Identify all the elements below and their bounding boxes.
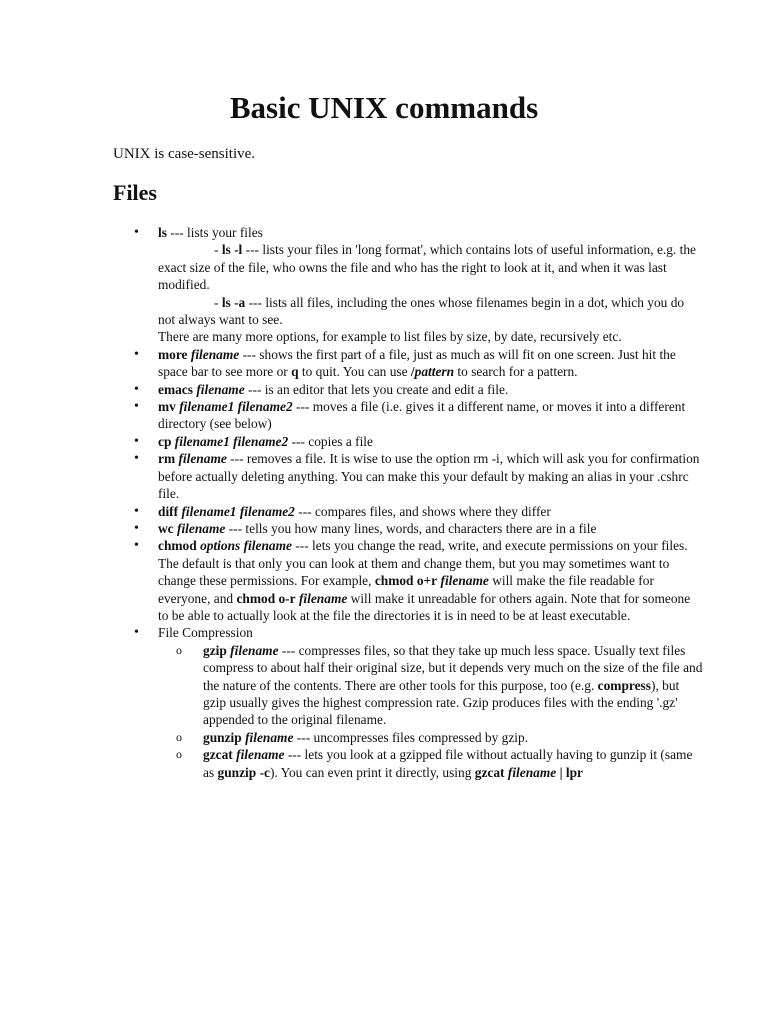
command-description: --- compares files, and shows where they differ: [294, 503, 551, 519]
example-argument: filename: [298, 590, 348, 606]
command-description: --- lists your files: [166, 225, 263, 240]
command-name: ls -l: [221, 242, 243, 258]
list-item-gunzip: [203, 729, 703, 746]
list-item-rm: [158, 450, 703, 502]
list-item-cp: [158, 433, 703, 450]
command-description: --- lists all files, including the ones whose filenames begin in a dot, which you do not always want to see.: [158, 294, 685, 328]
compression-command-list: [158, 642, 703, 781]
command-argument: filename: [176, 520, 226, 536]
command-name: gzip: [203, 642, 227, 658]
pattern-argument: pattern: [414, 364, 455, 380]
command-description: --- lets you look at a gzipped file without actually having to gunzip it (same as: [203, 747, 693, 780]
command-description: --- lists your files in 'long format', which contains lots of useful information, e.g. the exact size of the file, who owns the file and who has the right to look at it, and when it was last modified.: [158, 242, 696, 293]
list-item-ls: [158, 224, 703, 346]
command-argument: options filename: [200, 538, 292, 554]
list-item-more: • more filename --- shows the first part of a file, just as much as will fit on one screen. Just hit the space bar to see more or q to quit. You can use /pattern to search for a pattern.: [158, 346, 703, 381]
command-argument: filename: [178, 451, 227, 467]
list-item-mv: [158, 398, 703, 433]
section-heading-files: Files: [113, 180, 157, 205]
command-description: --- tells you how many lines, words, and characters there are in a file: [225, 520, 597, 536]
example-command: chmod o-r: [236, 590, 296, 606]
list-item-wc: [158, 520, 703, 537]
command-name: mv: [158, 399, 176, 415]
command-name: gzcat: [203, 747, 233, 763]
command-description: --- lets you change the read, write, and execute permissions on your files. The default is that only you can look at them and change them, but you may sometimes want to change these permissions. For example,: [158, 538, 688, 589]
intro-text: UNIX is case-sensitive.: [113, 146, 256, 162]
command-name: rm: [158, 451, 176, 467]
print-argument: filename: [507, 764, 557, 780]
compress-tool: compress: [597, 677, 651, 693]
command-name: ls: [158, 225, 167, 240]
command-description: --- copies a file: [288, 433, 373, 449]
command-name: emacs: [158, 381, 193, 397]
command-name: diff: [158, 503, 179, 519]
list-item-gzcat: o gzcat filename --- lets you look at a gzipped file without actually having to gunzip it (same as gunzip -c). You can even print it directly, using gzcat filename | lpr: [203, 746, 703, 781]
command-name: more: [158, 346, 188, 362]
command-name: wc: [158, 520, 174, 536]
list-item-gzip: o gzip filename --- compresses files, so that they take up much less space. Usually text files compress to about half their original size, but it depends very much on the size of the file and the nature of the contents. There are other tools for this purpose, too (e.g. compress), but gzip usually gives the highest compression rate. Gzip produces files with the ending '.gz' appended to the original filename.: [203, 642, 703, 729]
command-description: --- removes a file. It is wise to use the option rm -i, which will ask you for confirmation before actually deleting anything. You can make this your default by making an alias in your .cshrc file.: [158, 451, 700, 502]
command-name: ls -a: [221, 294, 246, 310]
command-name: gunzip: [203, 729, 242, 745]
command-argument: filename: [190, 346, 240, 362]
list-item-diff: [158, 503, 703, 520]
command-description: --- moves a file (i.e. gives it a different name, or moves it into a different directory (see below): [158, 399, 686, 432]
command-argument: filename: [245, 729, 294, 745]
command-argument: filename1 filename2: [174, 433, 289, 449]
list-item-chmod: • chmod options filename --- lets you change the read, write, and execute permissions on your files. The default is that only you can look at them and change them, but you may sometimes want to change these permissions. For example, chmod o+r filename will make the file readable for everyone, and chmod o-r filename will make it unreadable for others again. Note that for someone to be able to actually look at the file the directories it is in need to be at least executable.: [158, 537, 703, 624]
example-command: chmod o+r: [374, 573, 438, 589]
equivalent-command: gunzip -c: [217, 764, 270, 780]
print-command: gzcat: [474, 764, 505, 780]
ls-a-option: - ls -a --- lists all files, including the ones whose filenames begin in a dot, which you do not always want to see.: [158, 294, 685, 328]
list-item-emacs: [158, 381, 703, 398]
command-argument: filename: [236, 747, 285, 763]
ls-more-options: There are many more options, for example to list files by size, by date, recursively etc.: [158, 329, 622, 345]
files-command-list: [113, 224, 703, 781]
command-description: --- shows the first part of a file, just as much as will fit on one screen. Just hit the space bar to see more or: [158, 346, 676, 380]
key-q: q: [291, 364, 299, 380]
command-argument: filename: [230, 642, 279, 658]
command-argument: filename: [196, 381, 245, 397]
command-description: --- uncompresses files compressed by gzip.: [293, 729, 529, 745]
command-name: cp: [158, 433, 172, 449]
ls-l-option: - ls -l --- lists your files in 'long format', which contains lots of useful information, e.g. the exact size of the file, who owns the file and who has the right to look at it, and when it was last modified.: [158, 242, 696, 293]
command-name: chmod: [158, 538, 197, 554]
command-description: --- compresses files, so that they take up much less space. Usually text files compress to about half their original size, but it depends very much on the size of the file and the nature of the contents. There are other tools for this purpose, too (e.g.: [203, 642, 703, 693]
print-pipe: | lpr: [556, 764, 583, 780]
command-argument: filename1 filename2: [179, 399, 293, 415]
compression-label: File Compression: [158, 625, 253, 641]
command-argument: filename1 filename2: [181, 503, 295, 519]
page-title: Basic UNIX commands: [229, 90, 539, 125]
command-description: --- is an editor that lets you create and edit a file.: [244, 381, 509, 397]
example-argument: filename: [440, 573, 489, 589]
list-item-file-compression: [158, 624, 703, 781]
